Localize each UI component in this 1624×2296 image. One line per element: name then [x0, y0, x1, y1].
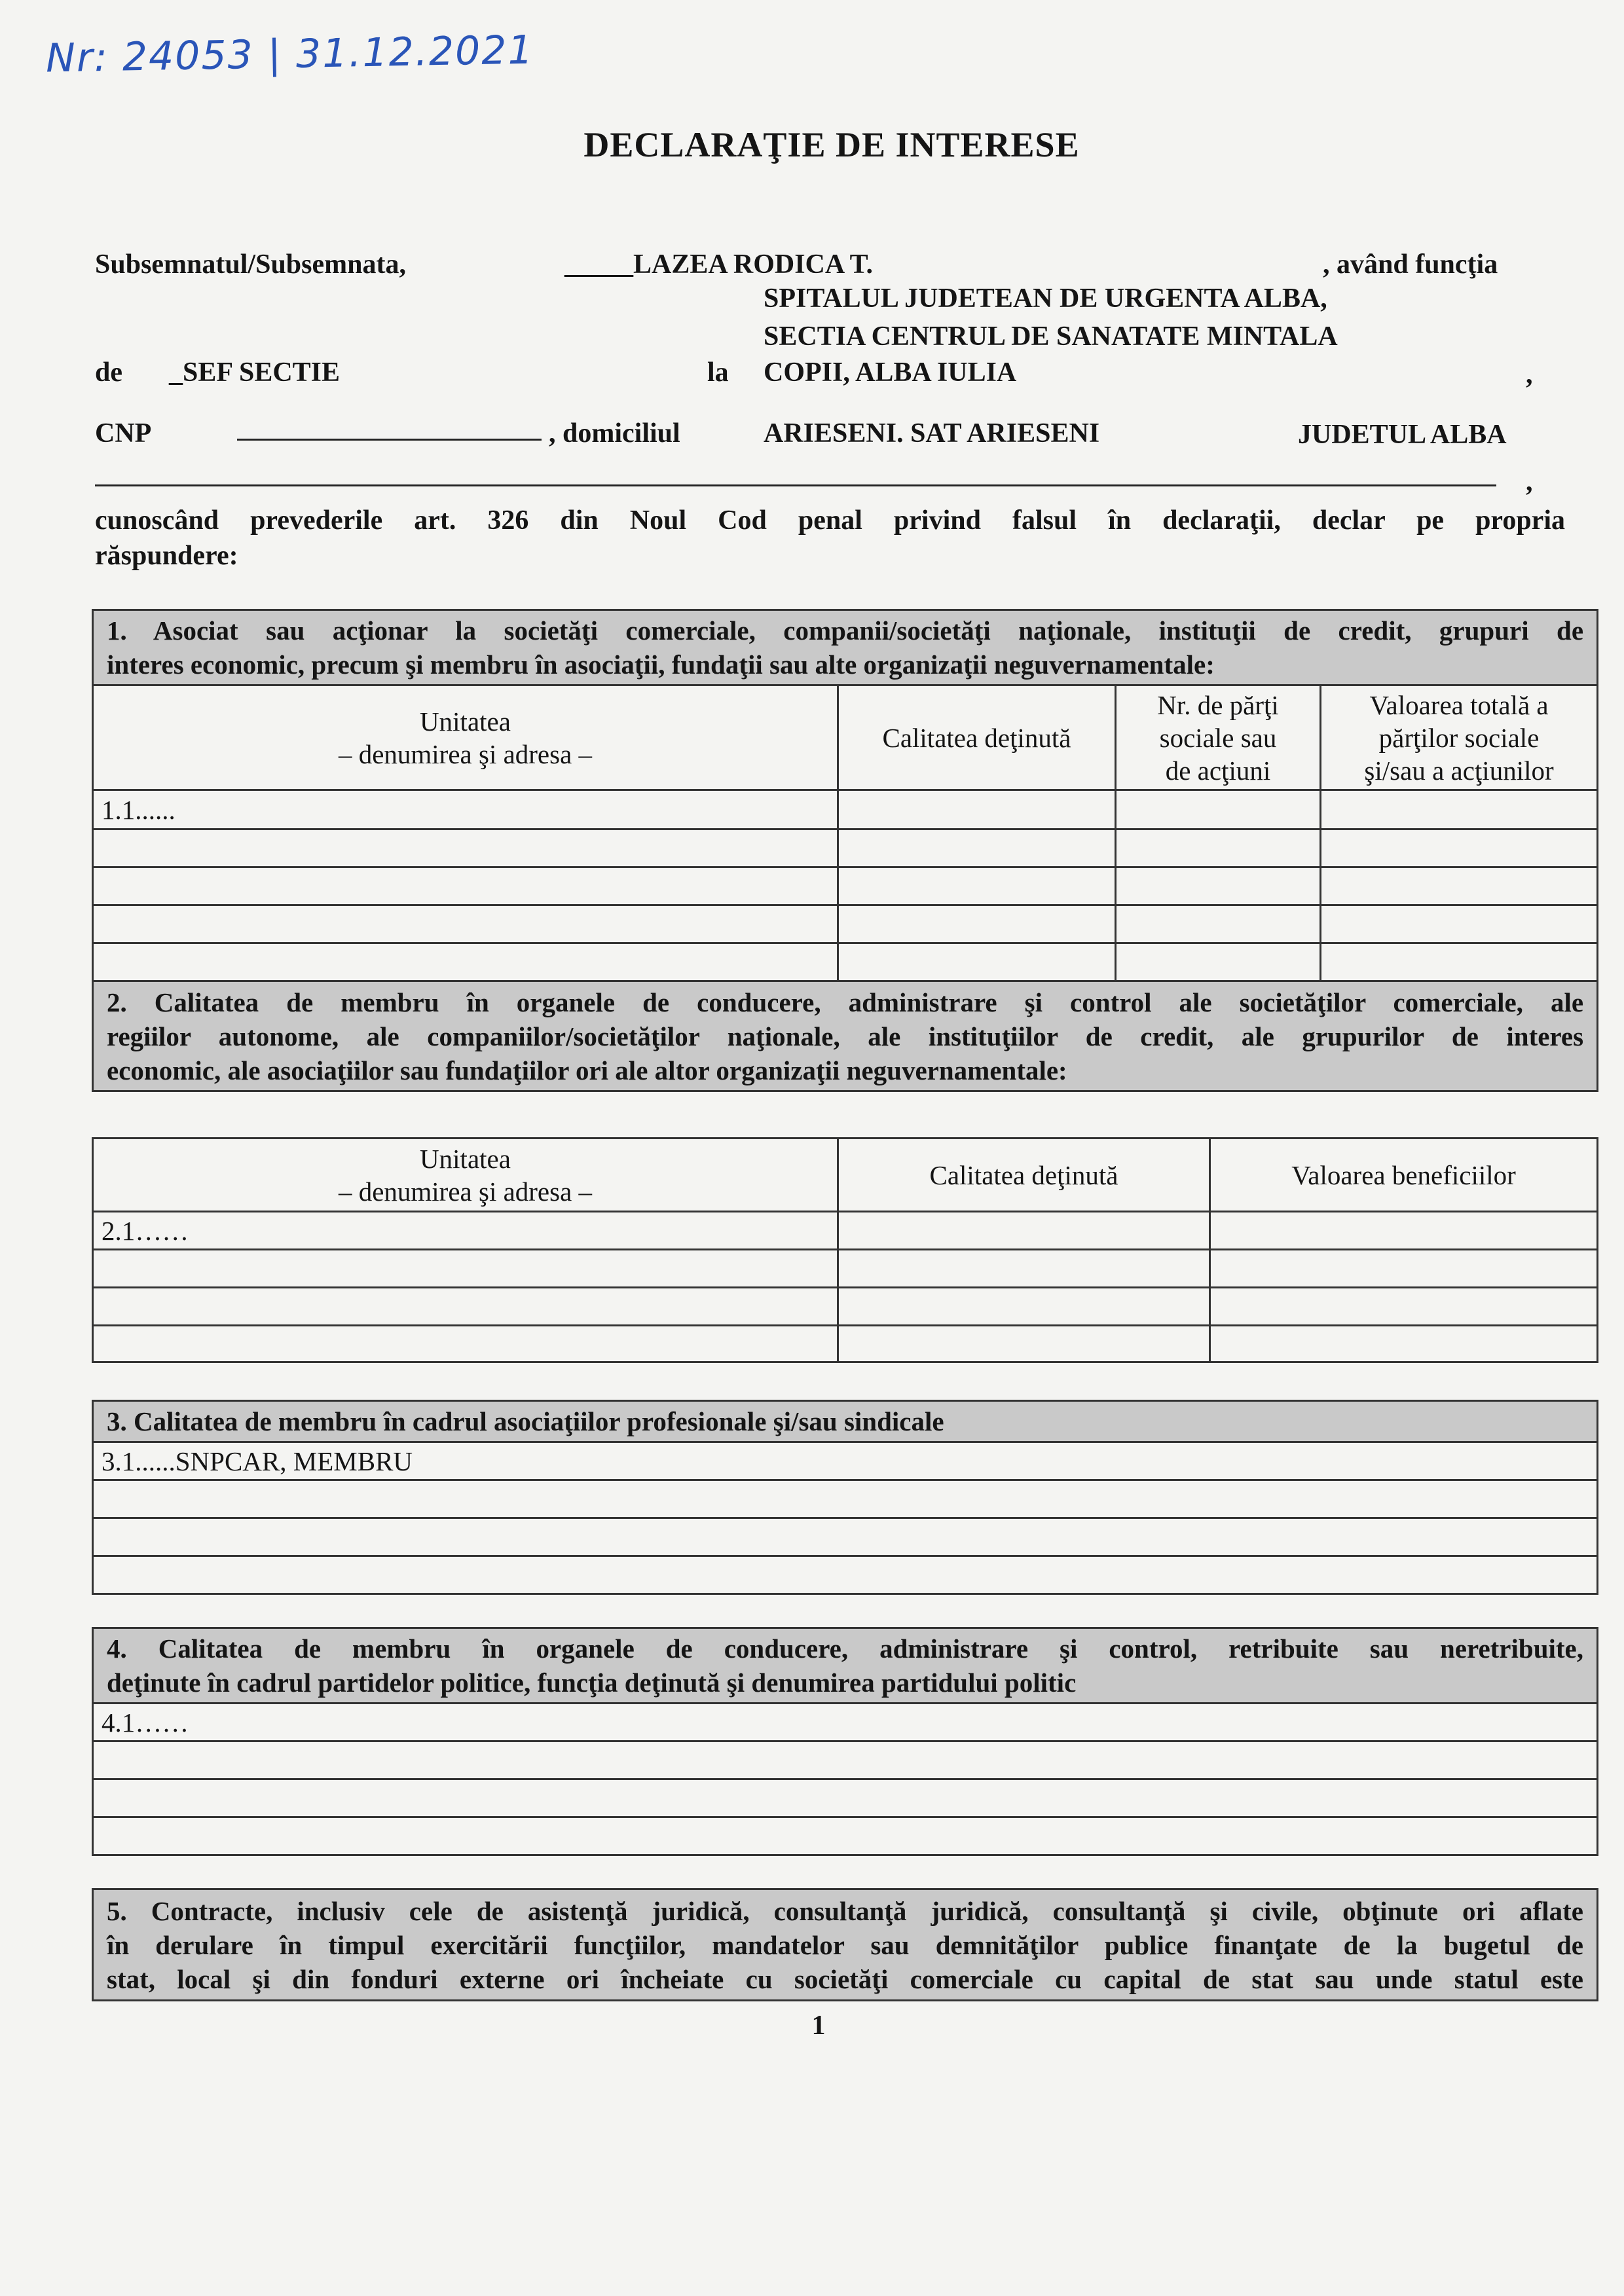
section1-col-parts: Nr. de părţi sociale sau de acţiuni: [1116, 685, 1321, 790]
institution-line-2: SECTIA CENTRUL DE SANATATE MINTALA: [764, 321, 1338, 352]
table-cell: [1116, 905, 1321, 943]
section2-col-unit: Unitatea – denumirea şi adresa –: [93, 1139, 838, 1212]
section3-row-1: 3.1......SNPCAR, MEMBRU: [93, 1442, 1598, 1480]
intro-paragraph: cunoscând prevederile art. 326 din Noul Cod penal privind falsul în declaraţii, declar pe propria răspundere:: [95, 505, 1565, 571]
section1-header: 1. Asociat sau acţionar la societăţi comerciale, companii/societăţi naţionale, instituţii de credit, grupuri de interes economic, precum şi membru în asociaţii, fundaţii sau alte organizaţii neguvernamentale:: [93, 610, 1598, 685]
section5-header: 5. Contracte, inclusiv cele de asistenţă juridică, consultanţă juridică, consultanţă şi civile, obţinute ori aflate în derulare în timpul exercitării funcţiilor, mandatelor sau demnităţilor publice finanţate de la bugetul de stat, local şi din fonduri externe ori încheiate cu societăţi comerciale cu capital de stat sau unde statul este: [93, 1889, 1598, 2001]
table-cell: [838, 943, 1116, 981]
function-value: _SEF SECTIE: [169, 357, 341, 388]
table-cell: [93, 1518, 1598, 1556]
table-cell: [1210, 1212, 1598, 1250]
table-cell: [93, 943, 838, 981]
page-number: 1: [811, 2011, 826, 2041]
document-title: DECLARAŢIE DE INTERESE: [583, 125, 1080, 164]
table-cell: [93, 867, 838, 905]
table-spacer: [93, 1594, 1598, 1628]
table-cell: [93, 829, 838, 867]
registration-note: Nr: 24053 | 31.12.2021: [45, 27, 535, 82]
address-value: ARIESENI. SAT ARIESENI: [764, 418, 1100, 448]
section4-header: 4. Calitatea de membru în organele de conducere, administrare şi control, retribuite sau neretribuite, deţinute în cadrul partidelor politice, funcţia deţinută şi denumirea partidului politic: [93, 1628, 1598, 1704]
table-cell: [93, 1250, 838, 1288]
cnp-blank-line: [237, 439, 542, 441]
de-label: de: [95, 357, 122, 388]
table-cell: [838, 867, 1116, 905]
table-cell: [838, 790, 1116, 829]
county-value: JUDETUL ALBA: [1298, 420, 1507, 450]
address-continuation-line: [95, 484, 1496, 486]
table-cell: [1321, 829, 1598, 867]
table-cell: [1210, 1288, 1598, 1326]
domiciliu-label: , domiciliul: [549, 418, 680, 448]
table-cell: [1116, 867, 1321, 905]
comma-2: ,: [1526, 467, 1533, 497]
table-cell: [838, 829, 1116, 867]
table-cell: [1210, 1326, 1598, 1362]
table-cell: [93, 1326, 838, 1362]
table-cell: [1321, 905, 1598, 943]
table-cell: [1321, 943, 1598, 981]
table-cell: [838, 1288, 1210, 1326]
table-cell: [838, 1250, 1210, 1288]
section2-col-value: Valoarea beneficiilor: [1210, 1139, 1598, 1212]
section2-row-1-unit: 2.1……: [93, 1212, 838, 1250]
section1-col-quality: Calitatea deţinută: [838, 685, 1116, 790]
table-cell: [93, 905, 838, 943]
table-spacer: [93, 1855, 1598, 1889]
section1-table: [92, 609, 1598, 1092]
subsemnatul-label: Subsemnatul/Subsemnata,: [95, 249, 406, 280]
table-cell: [1210, 1250, 1598, 1288]
section3-header: 3. Calitatea de membru în cadrul asociaţiilor profesionale şi/sau sindicale: [93, 1401, 1598, 1442]
table-cell: [1321, 790, 1598, 829]
table-cell: [838, 905, 1116, 943]
cnp-label: CNP: [95, 418, 152, 448]
table-cell: [1321, 867, 1598, 905]
table-cell: [93, 1480, 1598, 1518]
table-cell: [838, 1326, 1210, 1362]
avand-functia-label: , având funcţia: [1323, 249, 1498, 280]
section2-col-quality: Calitatea deţinută: [838, 1139, 1210, 1212]
declarant-name: _____LAZEA RODICA T.: [564, 249, 874, 280]
section2-table: [92, 1137, 1598, 1363]
section2-header: 2. Calitatea de membru în organele de conducere, administrare şi control ale societăţilor comerciale, ale regiilor autonome, ale companiilor/societăţilor naţionale, ale instituţiilor de credit, ale grupurilor de interes economic, ale asociaţiilor sau fundaţiilor ori ale altor organizaţii neguvernamentale:: [93, 981, 1598, 1091]
institution-line-3: COPII, ALBA IULIA: [764, 357, 1017, 388]
table-cell: [1116, 829, 1321, 867]
table-cell: [93, 1741, 1598, 1779]
la-label: la: [707, 357, 729, 388]
table-cell: [838, 1212, 1210, 1250]
table-cell: [1116, 943, 1321, 981]
institution-line-1: SPITALUL JUDETEAN DE URGENTA ALBA,: [764, 283, 1327, 314]
section1-col-value: Valoarea totală a părţilor sociale şi/sau a acţiunilor: [1321, 685, 1598, 790]
section3-table: [92, 1400, 1598, 2001]
comma-1: ,: [1526, 359, 1533, 390]
table-cell: [93, 1288, 838, 1326]
table-cell: [93, 1779, 1598, 1817]
section1-col-unit: Unitatea – denumirea şi adresa –: [93, 685, 838, 790]
table-cell: [93, 1817, 1598, 1855]
section1-row-1-unit: 1.1......: [93, 790, 838, 829]
section4-row-1: 4.1……: [93, 1704, 1598, 1741]
table-cell: [93, 1556, 1598, 1594]
table-cell: [1116, 790, 1321, 829]
